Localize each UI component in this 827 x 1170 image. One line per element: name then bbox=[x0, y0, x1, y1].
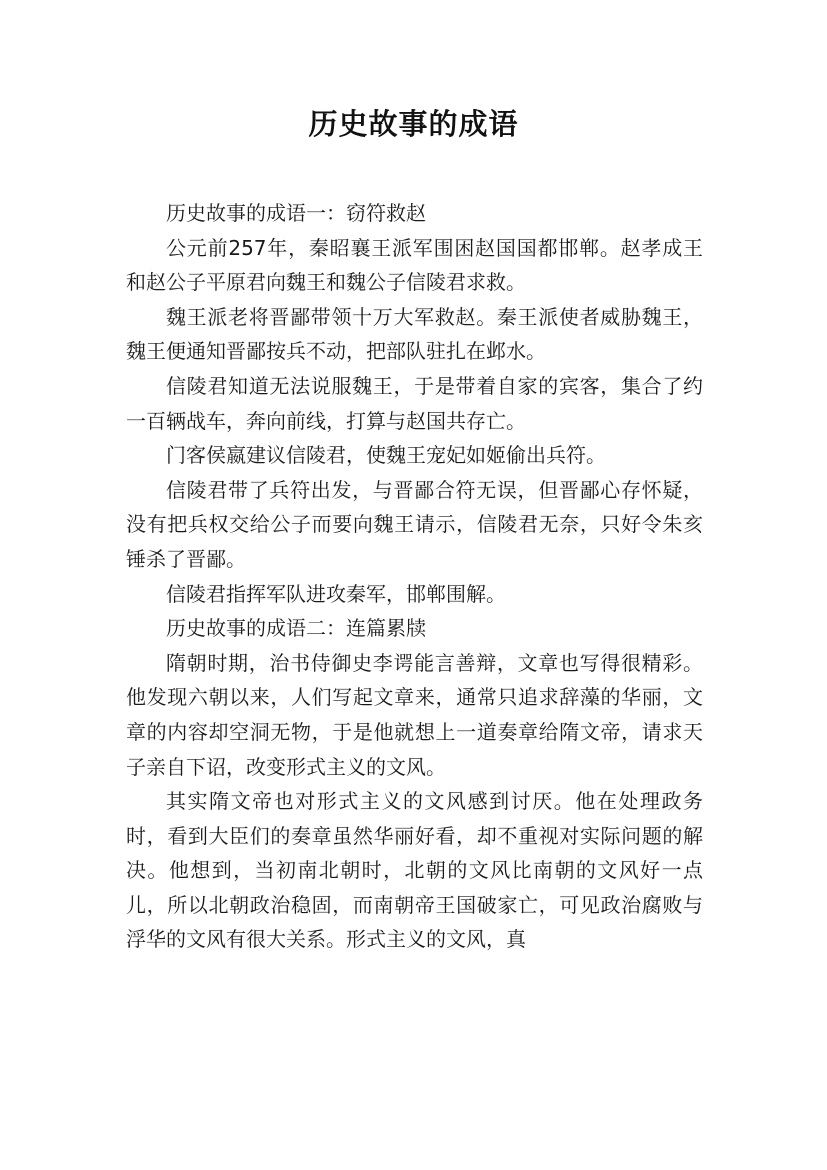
paragraph: 信陵君带了兵符出发，与晋鄙合符无误，但晋鄙心存怀疑，没有把兵权交给公子而要向魏王请示，信陵君无奈，只好令朱亥锤杀了晋鄙。 bbox=[126, 477, 703, 571]
section-heading-2: 历史故事的成语二：连篇累牍 bbox=[166, 616, 426, 641]
paragraph: 公元前257年，秦昭襄王派军围困赵国国都邯郸。赵孝成王和赵公子平原君向魏王和魏公子信陵君求救。 bbox=[126, 235, 703, 295]
section-heading-1: 历史故事的成语一：窃符救赵 bbox=[166, 201, 426, 225]
paragraph: 其实隋文帝也对形式主义的文风感到讨厌。他在处理政务时，看到大臣们的奏章虽然华丽好看，却不重视对实际问题的解决。他想到，当初南北朝时，北朝的文风比南朝的文风好一点儿，所以北朝政治稳固，而南朝帝王国破家亡，可见政治腐败与浮华的文风有很大关系。形式主义的文风，真 bbox=[126, 789, 703, 952]
document-body bbox=[126, 196, 703, 957]
paragraph: 信陵君指挥军队进攻秦军，邯郸围解。 bbox=[166, 581, 506, 606]
paragraph: 隋朝时期，治书侍御史李谔能言善辩，文章也写得很精彩。他发现六朝以来，人们写起文章来，通常只追求辞藻的华丽，文章的内容却空洞无物，于是他就想上一道奏章给隋文帝，请求天子亲自下诏，改变形式主义的文风。 bbox=[126, 650, 703, 779]
paragraph: 魏王派老将晋鄙带领十万大军救赵。秦王派使者威胁魏王，魏王便通知晋鄙按兵不动，把部队驻扎在邺水。 bbox=[126, 304, 703, 364]
paragraph: 信陵君知道无法说服魏王，于是带着自家的宾客，集合了约一百辆战车，奔向前线，打算与赵国共存亡。 bbox=[126, 373, 703, 433]
paragraph: 门客侯嬴建议信陵君，使魏王宠妃如姬偷出兵符。 bbox=[166, 443, 606, 468]
document-title: 历史故事的成语 bbox=[308, 107, 519, 141]
